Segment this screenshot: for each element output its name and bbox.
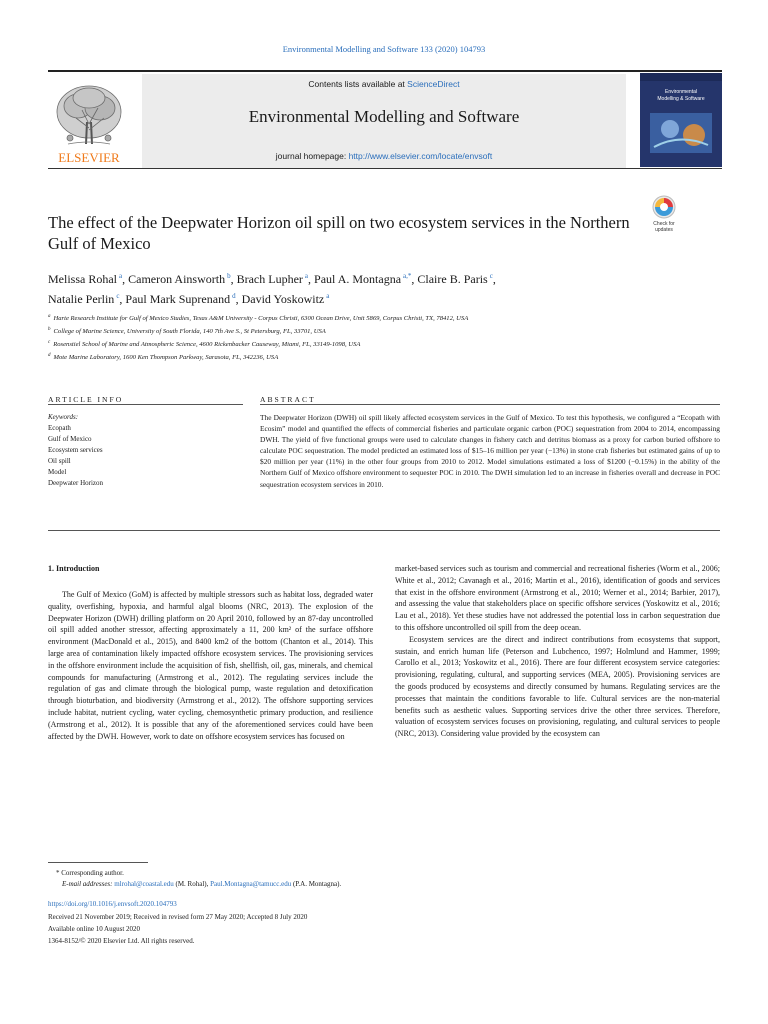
affiliation (48, 351, 708, 364)
copyright: 1364-8152/© 2020 Elsevier Ltd. All rights reserved. (48, 937, 195, 945)
author-affiliation-mark[interactable]: b (227, 272, 231, 280)
svg-text:updates: updates (655, 227, 673, 233)
journal-cover-image (640, 73, 722, 167)
article-info-rule (48, 404, 243, 405)
keyword: Model (48, 468, 67, 476)
affiliation-text: Harte Research Institute for Gulf of Mexico Studies, Texas A&M University - Corpus Christi, 6300 Ocean Drive, Unit 5869, Corpus Christi, TX, 78412, USA (53, 315, 469, 323)
contents-line: Contents lists available at ScienceDirect (308, 79, 460, 89)
abstract-rule (260, 404, 720, 405)
body-column-left (48, 589, 373, 742)
keyword-list (48, 423, 228, 489)
affiliation-mark: b (48, 326, 51, 332)
section-heading-introduction: 1. Introduction (48, 564, 100, 573)
author-name[interactable]: Brach Lupher (236, 272, 303, 286)
journal-reference[interactable]: Environmental Modelling and Software 133 (2020) 104793 (282, 44, 486, 54)
keyword: Oil spill (48, 457, 71, 465)
abstract-bottom-rule (48, 530, 720, 531)
author-name[interactable]: Claire B. Paris (417, 272, 488, 286)
author-separator: , (411, 272, 418, 286)
affiliation-text: College of Marine Science, University of South Florida, 140 7th Ave S., St Petersburg, FL, 33701, USA (53, 328, 326, 336)
affiliation-text: Mote Marine Laboratory, 1600 Ken Thompson Parkway, Sarasota, FL, 342236, USA (53, 353, 279, 361)
author-separator: , (119, 292, 126, 306)
affiliation-text: Rosenstiel School of Marine and Atmospheric Science, 4600 Rickenbacker Causeway, Miami, FL, 33149-1098, USA (53, 340, 361, 348)
author-separator: , (235, 292, 242, 306)
crossmark-icon (648, 194, 680, 234)
author-separator: , (122, 272, 129, 286)
received-dates: Received 21 November 2019; Received in revised form 27 May 2020; Accepted 8 July 2020 (48, 913, 308, 921)
affiliation-mark: c (48, 339, 51, 345)
elsevier-tree-icon (48, 78, 130, 166)
doi-link[interactable]: https://doi.org/10.1016/j.envsoft.2020.104793 (48, 900, 177, 908)
check-for-updates-badge[interactable] (648, 194, 680, 234)
keyword: Ecopath (48, 424, 71, 432)
keyword: Ecosystem services (48, 446, 103, 454)
author-separator: , (308, 272, 315, 286)
author-affiliation-mark[interactable]: a (304, 272, 309, 280)
abstract-heading: ABSTRACT (260, 395, 316, 404)
header-top-rule (48, 70, 722, 72)
affiliation-mark: a (48, 314, 51, 319)
author-name[interactable]: David Yoskowitz (241, 292, 325, 306)
keyword: Gulf of Mexico (48, 435, 92, 443)
corresponding-author-note: * Corresponding author. (56, 869, 124, 877)
author-affiliation-mark[interactable]: c (489, 272, 493, 280)
body-paragraph: market-based services such as tourism and commercial and recreational fisheries (Worm et al., 2006; White et al., 2012; Cavanagh et al., 2016; Martin et al., 2016), identification of goods and services that exist in the offshore environment (Armstrong et al., 2010; Werner et al., 2014; Barbier, 2017), and assessing the value that stakeholders place on specific offshore services (Yoskowitz et al., 2016; Lau et al., 2018). Yet these studies have not addressed the potential loss in carbon sequestration due to this offshore uncontrolled oil spill from the deep ocean. (395, 564, 720, 632)
article-info-heading: ARTICLE INFO (48, 395, 124, 404)
body-column-right (395, 563, 720, 740)
author-affiliation-mark[interactable]: a (326, 292, 330, 300)
author-affiliation-mark[interactable]: d (232, 292, 236, 300)
author-name[interactable]: Paul Mark Suprenand (125, 292, 231, 306)
journal-title: Environmental Modelling and Software (248, 107, 520, 126)
journal-homepage: journal homepage: http://www.elsevier.com/locate/envsoft (275, 151, 493, 161)
affiliation (48, 312, 708, 325)
author-name[interactable]: Melissa Rohal (48, 272, 117, 286)
footnote-rule (48, 862, 148, 863)
author-affiliation-mark[interactable]: a (119, 272, 123, 280)
journal-cover (640, 73, 722, 167)
author-affiliation-mark[interactable]: c (116, 292, 120, 300)
svg-text:Modelling & Software: Modelling & Software (657, 96, 705, 102)
header-bottom-rule (48, 168, 722, 169)
homepage-link[interactable]: http://www.elsevier.com/locate/envsoft (348, 151, 493, 161)
author-separator: , (230, 272, 237, 286)
affiliation-list (48, 312, 708, 364)
body-paragraph: The Gulf of Mexico (GoM) is affected by multiple stressors such as habitat loss, degraded water quality, overfishing, hypoxia, and harmful algal blooms (NRC, 2013). The explosion of the Deepwater Horizon (DWH) drilling platform on 20 April 2010, followed by an 87-day uncontrolled oil spill added another stressor, affecting approximately a 11, 200 km² of the surface offshore environment (MacDonald et al., 2015), and 8400 km2 of the bottom (Chanton et al., 2014). This large area of contamination likely impacted offshore ecosystem services. The provisioning services in the offshore environment include the acquisition of fish, shellfish, oil, gas, minerals, and chemical compounds for manufacturing (Armstrong et al., 2012). The regulating services include the regulation of gas and climate through the biological pump, waste regulation and detoxification through bioturbation, and biodiversity (Armstrong et al., 2012). The offshore supporting services include habitat, nutrient cycling, water cycling, chemosynthetic primary production, and resilience (Armstrong et al., 2012). It is possible that any of the aforementioned services could have been affected by the DWH. However, work to date on offshore ecosystem services has focused on (48, 590, 373, 741)
author-name[interactable]: Natalie Perlin (48, 292, 115, 306)
affiliation (48, 325, 708, 338)
email-link-montagna[interactable]: Paul.Montagna@tamucc.edu (210, 880, 292, 888)
svg-text:Environmental: Environmental (665, 89, 697, 95)
author-name[interactable]: Paul A. Montagna (314, 272, 402, 286)
body-paragraph: Ecosystem services are the direct and indirect contributions from ecosystems that support, sustain, and enrich human life (Peterson and Lubchenco, 1997; Holmlund and Hammer, 1999; Carollo et al., 2013; Yoskowitz et al., 2016). There are four different ecosystem service categories: provisioning, regulating, cultural, and supporting services (MEA, 2005). Provisioning services are the goods produced by ecosystems and directly consumed by humans. Regulating services are the processes that maintain the conditions favorable to life. Cultural services are the non-material benefits such as aesthetic values. Supporting services drive the other three services. Therefore, valuation of ecosystem services focuses on provisioning, regulating, and cultural services to people (NRC, 2013). Considering value provided by the ecosystem can (395, 634, 720, 739)
affiliation-mark: d (48, 352, 51, 358)
author-affiliation-mark[interactable]: a,* (403, 272, 412, 280)
email-link-rohal[interactable]: mlrohal@coastal.edu (114, 880, 174, 888)
keywords-label: Keywords: (48, 413, 79, 421)
affiliation (48, 338, 708, 351)
elsevier-logo (48, 78, 130, 166)
author-list (48, 268, 668, 308)
abstract-text: The Deepwater Horizon (DWH) oil spill likely affected ecosystem services in the Gulf of Mexico. To test this hypothesis, we configured a “Ecopath with Ecosim” model and quantified the effects of commercial fisheries and particulate organic carbon (POC) sequestration from 2004 to 2014, encompassing DWH. The yield of five functional groups were used to calculate changes in fishery catch and detritus biomass as a proxy for carbon buried offshore to calculate POC sequestration. The model predicted an estimated loss of $15–16 million per year (−13%) in stone crab fisheries but estimated gains of up to $20 million per year (11%) in the other four groups from 2010 to 2012. Model simulations estimated a loss of $1200 (−0.15%) in the ability of the Northern Gulf of Mexico offshore environment to sequester POC in 2010. The DWH simulation led to an increase in fisheries overall and decrease in POC sequestration ecosystem services in 2010. (260, 413, 720, 489)
email-addresses: E-mail addresses: mlrohal@coastal.edu (M. Rohal), Paul.Montagna@tamucc.edu (P.A. Montagna). (62, 880, 342, 888)
keywords-block (48, 412, 228, 489)
keyword: Deepwater Horizon (48, 479, 104, 487)
author-separator: , (492, 272, 496, 286)
svg-text:Check for: Check for (653, 221, 675, 227)
svg-text:ELSEVIER: ELSEVIER (58, 150, 120, 165)
sciencedirect-link[interactable]: ScienceDirect (407, 79, 460, 89)
available-online: Available online 10 August 2020 (48, 925, 141, 933)
article-title: The effect of the Deepwater Horizon oil spill on two ecosystem services in the Northern Gulf of Mexico (48, 213, 630, 253)
author-name[interactable]: Cameron Ainsworth (128, 272, 226, 286)
